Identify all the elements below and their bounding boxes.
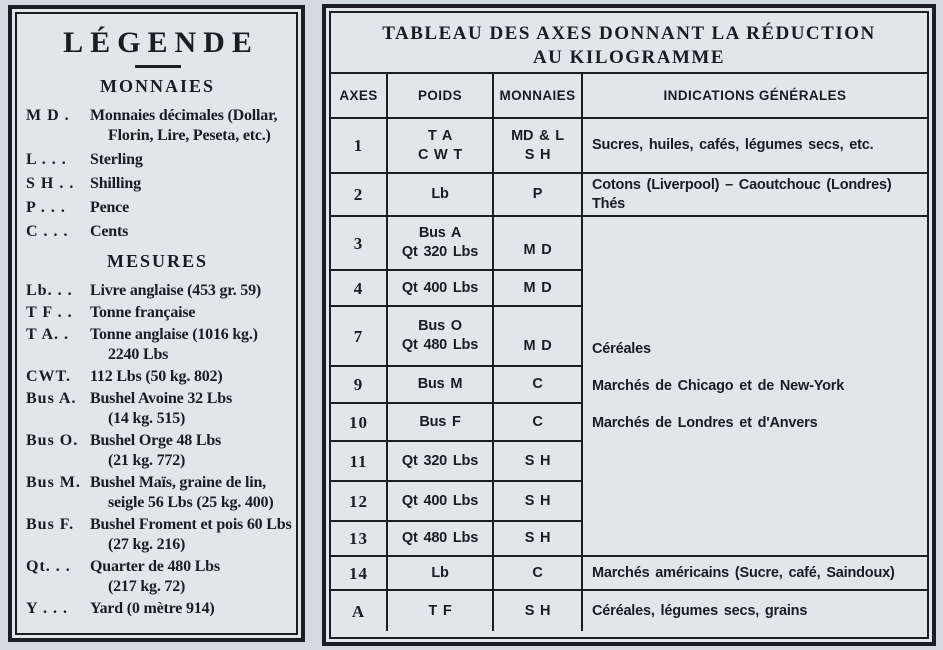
cell-poids xyxy=(388,174,494,217)
table-title-line2: AU KILOGRAMME xyxy=(532,47,726,68)
cell-axes: 11 xyxy=(331,442,388,482)
legend-description-line: Quarter de 480 Lbs xyxy=(90,558,220,575)
monnaies-line: M D xyxy=(523,338,552,354)
legend-abbr: M D . xyxy=(26,107,70,124)
poids-line: Qt 400 Lbs xyxy=(401,279,479,296)
legend-item xyxy=(26,389,289,429)
cell-monnaies xyxy=(494,217,583,271)
table-row-axe-A xyxy=(331,591,927,631)
legend-panel xyxy=(8,5,305,642)
legend-description-line: Bushel Maïs, graine de lin, xyxy=(90,474,266,491)
legend-description-line: Sterling xyxy=(90,151,143,168)
cell-axes: 13 xyxy=(331,522,388,557)
legend-abbr: Bus F. xyxy=(26,516,75,533)
legend-description xyxy=(90,389,289,429)
merged-indication-label: Marchés de Chicago et de New-York xyxy=(592,378,845,394)
legend-section-mesures xyxy=(26,251,292,619)
legend-description xyxy=(90,281,289,301)
cell-axes: 14 xyxy=(331,557,388,591)
cell-monnaies xyxy=(494,591,583,631)
legend-section-heading: MESURES xyxy=(106,251,209,271)
cell-poids xyxy=(388,119,494,174)
table-row-axe-14 xyxy=(331,557,927,591)
merged-indication-label: Marchés de Londres et d'Anvers xyxy=(592,415,818,431)
merged-indication-cell xyxy=(583,217,927,557)
legend-description-line: Monnaies décimales (Dollar, xyxy=(90,107,278,124)
legend-abbr: Y . . . xyxy=(26,600,68,617)
legend-description xyxy=(90,557,289,597)
legend-item xyxy=(26,367,289,387)
table-row-axe-2 xyxy=(331,174,927,217)
cell-axes: 1 xyxy=(331,119,388,174)
legend-abbr: C . . . xyxy=(26,223,69,240)
poids-line: Qt 320 Lbs xyxy=(401,452,479,469)
legend-panel-inner xyxy=(15,12,298,635)
poids-line: Qt 480 Lbs xyxy=(401,337,479,353)
legend-description-line: (217 kg. 72) xyxy=(108,578,186,595)
legend-section-heading: MONNAIES xyxy=(99,76,215,96)
cell-axes: 9 xyxy=(331,367,388,404)
legend-item xyxy=(26,557,289,597)
poids-line: Bus F xyxy=(419,413,461,430)
monnaies-line: C xyxy=(532,376,543,392)
header-indications: INDICATIONS GÉNÉRALES xyxy=(583,74,927,119)
legend-abbr: Bus A. xyxy=(26,390,77,407)
legend-abbr: S H . . xyxy=(26,175,75,192)
legend-item xyxy=(26,599,289,619)
legend-item xyxy=(26,106,289,146)
legend-description-line: seigle 56 Lbs (25 kg. 400) xyxy=(108,494,274,511)
legend-description-line: 112 Lbs (50 kg. 802) xyxy=(90,368,223,385)
cell-poids xyxy=(388,217,494,271)
legend-abbr: T F . . xyxy=(26,304,73,321)
legend-abbr: L . . . xyxy=(26,151,67,168)
cell-axes: 10 xyxy=(331,404,388,442)
cell-poids xyxy=(388,442,494,482)
legend-abbr: CWT. xyxy=(26,368,72,385)
legend-description xyxy=(90,198,289,218)
monnaies-line: P xyxy=(532,186,543,202)
cell-axes: A xyxy=(331,591,388,631)
legend-item xyxy=(26,431,289,471)
cell-poids xyxy=(388,271,494,307)
monnaies-line: MD & L xyxy=(511,127,564,144)
legend-abbr: Lb. . . xyxy=(26,282,73,299)
monnaies-line: C xyxy=(532,413,543,430)
legend-description xyxy=(90,473,289,513)
legend-description xyxy=(90,150,289,170)
cell-poids xyxy=(388,367,494,404)
legend-title-rule xyxy=(135,65,181,68)
cell-monnaies xyxy=(494,442,583,482)
cell-monnaies xyxy=(494,119,583,174)
legend-description-line: Tonne française xyxy=(90,304,196,321)
legend-abbr: Bus O. xyxy=(26,432,79,449)
cell-monnaies xyxy=(494,307,583,367)
legend-description-line: Cents xyxy=(90,223,129,240)
cell-monnaies xyxy=(494,404,583,442)
cell-indication: Marchés américains (Sucre, café, Saindoux) xyxy=(583,557,927,591)
poids-line: C W T xyxy=(417,146,463,163)
legend-item xyxy=(26,281,289,301)
monnaies-line: S H xyxy=(524,452,551,469)
poids-line: Bus A xyxy=(418,225,462,241)
legend-description-line: (14 kg. 515) xyxy=(108,410,186,427)
cell-poids xyxy=(388,482,494,522)
legend-description-line: Livre anglaise (453 gr. 59) xyxy=(90,282,262,299)
table-row-axe-1 xyxy=(331,119,927,174)
legend-description xyxy=(90,222,289,242)
legend-description-line: Tonne anglaise (1016 kg.) xyxy=(90,326,258,343)
cell-monnaies xyxy=(494,522,583,557)
poids-line: Lb xyxy=(431,564,449,581)
cell-indication: Cotons (Liverpool) – Caoutchouc (Londres) Thés xyxy=(583,174,927,217)
poids-line: T F xyxy=(428,602,452,619)
poids-line: Qt 400 Lbs xyxy=(401,492,479,509)
cell-axes: 7 xyxy=(331,307,388,367)
cell-poids xyxy=(388,404,494,442)
merged-indication-label: Céréales xyxy=(592,341,651,357)
cell-axes: 2 xyxy=(331,174,388,217)
legend-description xyxy=(90,515,291,555)
cell-axes: 12 xyxy=(331,482,388,522)
legend-description-line: (21 kg. 772) xyxy=(108,452,186,469)
legend-description xyxy=(90,303,289,323)
header-monnaies: MONNAIES xyxy=(494,74,583,119)
legend-item xyxy=(26,473,289,513)
legend-description xyxy=(90,106,289,146)
legend-description xyxy=(90,174,289,194)
legend-description xyxy=(90,325,289,365)
legend-item xyxy=(26,174,289,194)
legend-description xyxy=(90,431,289,471)
legend-abbr: T A. . xyxy=(26,326,70,343)
legend-item xyxy=(26,198,289,218)
cell-monnaies xyxy=(494,482,583,522)
legend-description-line: Shilling xyxy=(90,175,141,192)
legend-abbr: Bus M. xyxy=(26,474,81,491)
legend-description xyxy=(90,599,289,619)
cell-poids xyxy=(388,591,494,631)
legend-abbr: P . . . xyxy=(26,199,66,216)
legend-description xyxy=(90,367,289,387)
cell-monnaies xyxy=(494,271,583,307)
cell-monnaies xyxy=(494,367,583,404)
poids-line: T A xyxy=(427,127,453,144)
legend-description-line: Pence xyxy=(90,199,129,216)
monnaies-line: S H xyxy=(524,146,551,163)
legend-description-line: (27 kg. 216) xyxy=(108,536,186,553)
table-title-line1: TABLEAU DES AXES DONNANT LA RÉDUCTION xyxy=(382,23,876,44)
legend-item xyxy=(26,150,289,170)
legend-description-line: 2240 Lbs xyxy=(108,346,169,363)
reduction-table-panel xyxy=(322,4,936,646)
legend-description-line: Yard (0 mètre 914) xyxy=(90,600,215,617)
table-body xyxy=(331,119,927,637)
header-poids: POIDS xyxy=(388,74,494,119)
legend-description-line: Bushel Orge 48 Lbs xyxy=(90,432,222,449)
table-header-row xyxy=(331,72,927,119)
monnaies-line: S H xyxy=(524,602,551,619)
poids-line: Bus O xyxy=(418,318,462,334)
monnaies-line: C xyxy=(532,564,543,581)
cell-poids xyxy=(388,307,494,367)
legend-item xyxy=(26,325,289,365)
poids-line: Qt 320 Lbs xyxy=(401,244,479,260)
reduction-table-inner xyxy=(329,11,929,639)
cell-indication: Sucres, huiles, cafés, légumes secs, etc. xyxy=(583,119,927,174)
monnaies-line: M D xyxy=(523,242,552,258)
poids-line: Qt 480 Lbs xyxy=(401,530,479,546)
poids-line: Lb xyxy=(431,186,449,202)
monnaies-line: S H xyxy=(524,492,551,509)
poids-line: Bus M xyxy=(417,376,463,392)
table-title xyxy=(331,13,927,72)
legend-item xyxy=(26,515,292,555)
cell-monnaies xyxy=(494,557,583,591)
cell-axes: 4 xyxy=(331,271,388,307)
cell-monnaies xyxy=(494,174,583,217)
legend-description-line: Bushel Froment et pois 60 Lbs xyxy=(90,516,292,533)
legend-description-line: Florin, Lire, Peseta, etc.) xyxy=(108,127,271,144)
legend-description-line: Bushel Avoine 32 Lbs xyxy=(90,390,232,407)
cell-poids xyxy=(388,522,494,557)
cell-poids xyxy=(388,557,494,591)
legend-item xyxy=(26,303,289,323)
cell-axes: 3 xyxy=(331,217,388,271)
legend-title: LÉGENDE xyxy=(63,26,259,59)
monnaies-line: S H xyxy=(524,530,551,546)
legend-item xyxy=(26,222,289,242)
monnaies-line: M D xyxy=(523,279,552,296)
legend-section-monnaies xyxy=(26,76,289,242)
legend-sections xyxy=(26,76,292,619)
cell-indication: Céréales, légumes secs, grains xyxy=(592,602,808,619)
header-axes: AXES xyxy=(331,74,388,119)
legend-abbr: Qt. . . xyxy=(26,558,71,575)
